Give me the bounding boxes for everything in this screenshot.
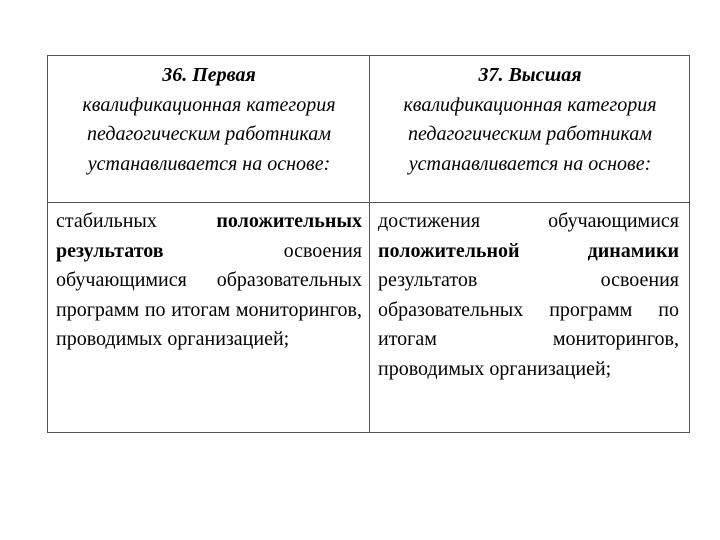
body-text-lead: достижения обучающимися [378, 210, 679, 232]
body-text-rest: освоения обучающимися образовательных программ по итогам мониторингов, проводимых организацией; [56, 239, 362, 350]
qualification-table [47, 55, 690, 433]
header-line: устанавливается на основе: [408, 152, 652, 175]
header-line: педагогическим работникам [86, 123, 332, 145]
header-line: квалификационная категория [82, 93, 336, 116]
header-line: квалификационная категория [403, 93, 657, 116]
body-text-bold: положительных результатов [56, 210, 362, 262]
body-text-bold: положительной динамики [378, 239, 679, 262]
header-cell-highest-category [373, 61, 687, 179]
body-cell-highest-category [378, 207, 679, 384]
row-divider [48, 202, 689, 203]
body-text-lead: стабильных [56, 210, 217, 232]
header-cell-first-category [52, 61, 366, 179]
header-line: устанавливается на основе: [87, 152, 331, 175]
header-title-first: 36. Первая [162, 64, 256, 86]
body-cell-first-category [56, 207, 362, 355]
column-divider [369, 56, 370, 432]
header-line: педагогическим работникам [407, 123, 653, 145]
body-text-rest: результатов освоения образовательных программ по итогам мониторингов, проводимых организацией; [378, 269, 679, 380]
header-title-highest: 37. Высшая [478, 64, 582, 86]
